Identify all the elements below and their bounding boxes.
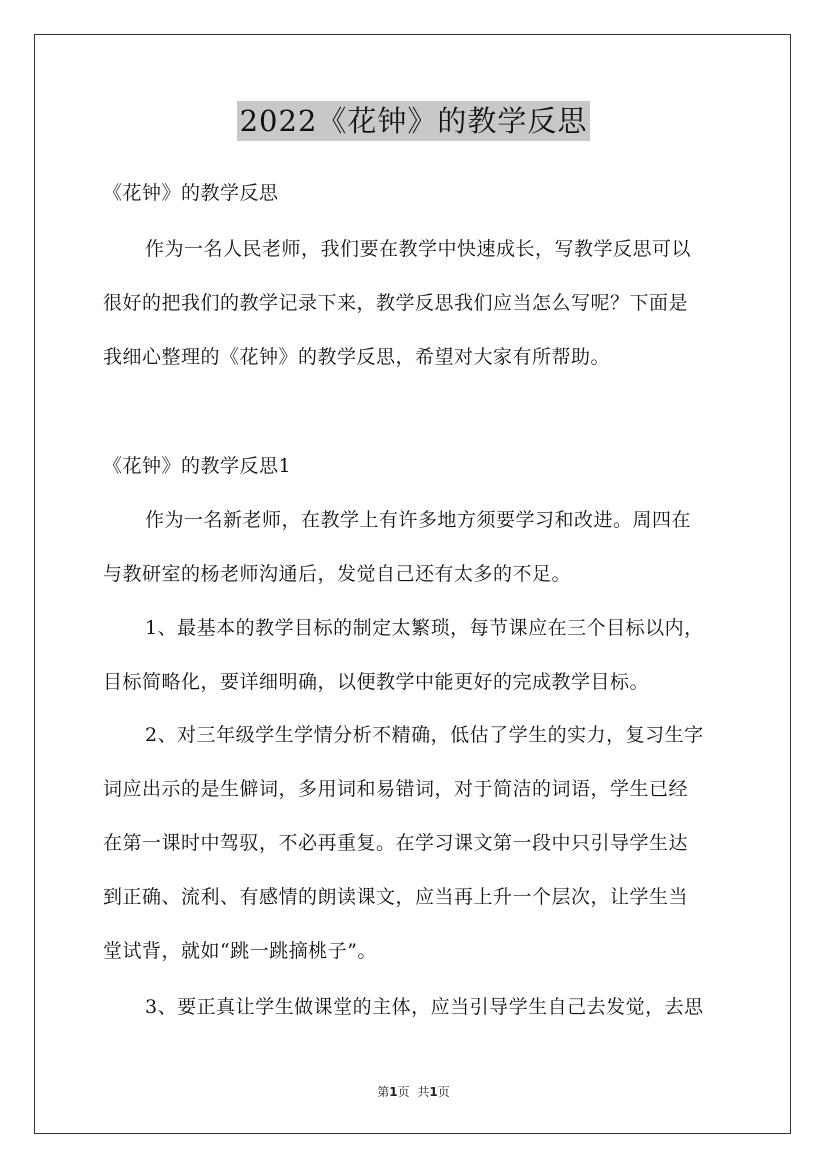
- total-unit: 页: [437, 1085, 450, 1099]
- body-line: 2、对三年级学生学情分析不精确，低估了学生的实力，复习生字: [145, 724, 704, 746]
- intro-line: 很好的把我们的教学记录下来，教学反思我们应当怎么写呢？下面是: [103, 292, 689, 314]
- body-line: 目标简略化，要详细明确，以便教学中能更好的完成教学目标。: [103, 671, 650, 693]
- title-wrap: [0, 101, 827, 141]
- intro-line: 作为一名人民老师，我们要在教学中快速成长，写教学反思可以: [145, 238, 692, 260]
- body-line: 在第一课时中驾驭，不必再重复。在学习课文第一段中只引导学生达: [103, 832, 689, 854]
- body-line: 作为一名新老师，在教学上有许多地方须要学习和改进。周四在: [145, 509, 692, 531]
- body-line: 堂试背，就如“跳一跳摘桃子”。: [103, 940, 377, 962]
- body-line: 词应出示的是生僻词，多用词和易错词，对于简洁的词语，学生已经: [103, 778, 689, 800]
- total-prefix: 共: [417, 1085, 430, 1099]
- page-current: 1: [389, 1085, 398, 1099]
- body-line: 与教研室的杨老师沟通后，发觉自己还有太多的不足。: [103, 563, 572, 585]
- document-title: 2022《花钟》的教学反思: [237, 101, 591, 141]
- page-total: 1: [429, 1085, 438, 1099]
- section-heading-intro: 《花钟》的教学反思: [103, 182, 279, 204]
- intro-line: 我细心整理的《花钟》的教学反思，希望对大家有所帮助。: [103, 346, 611, 368]
- section-heading-1: 《花钟》的教学反思1: [103, 455, 292, 477]
- body-line: 1、最基本的教学目标的制定太繁琐，每节课应在三个目标以内，: [145, 617, 704, 639]
- page-prefix: 第: [377, 1085, 390, 1099]
- body-line: 到正确、流利、有感情的朗读课文，应当再上升一个层次，让学生当: [103, 886, 689, 908]
- body-line: 3、要正真让学生做课堂的主体，应当引导学生自己去发觉，去思: [145, 996, 704, 1018]
- page-footer: [0, 1084, 827, 1100]
- page-unit: 页: [397, 1085, 410, 1099]
